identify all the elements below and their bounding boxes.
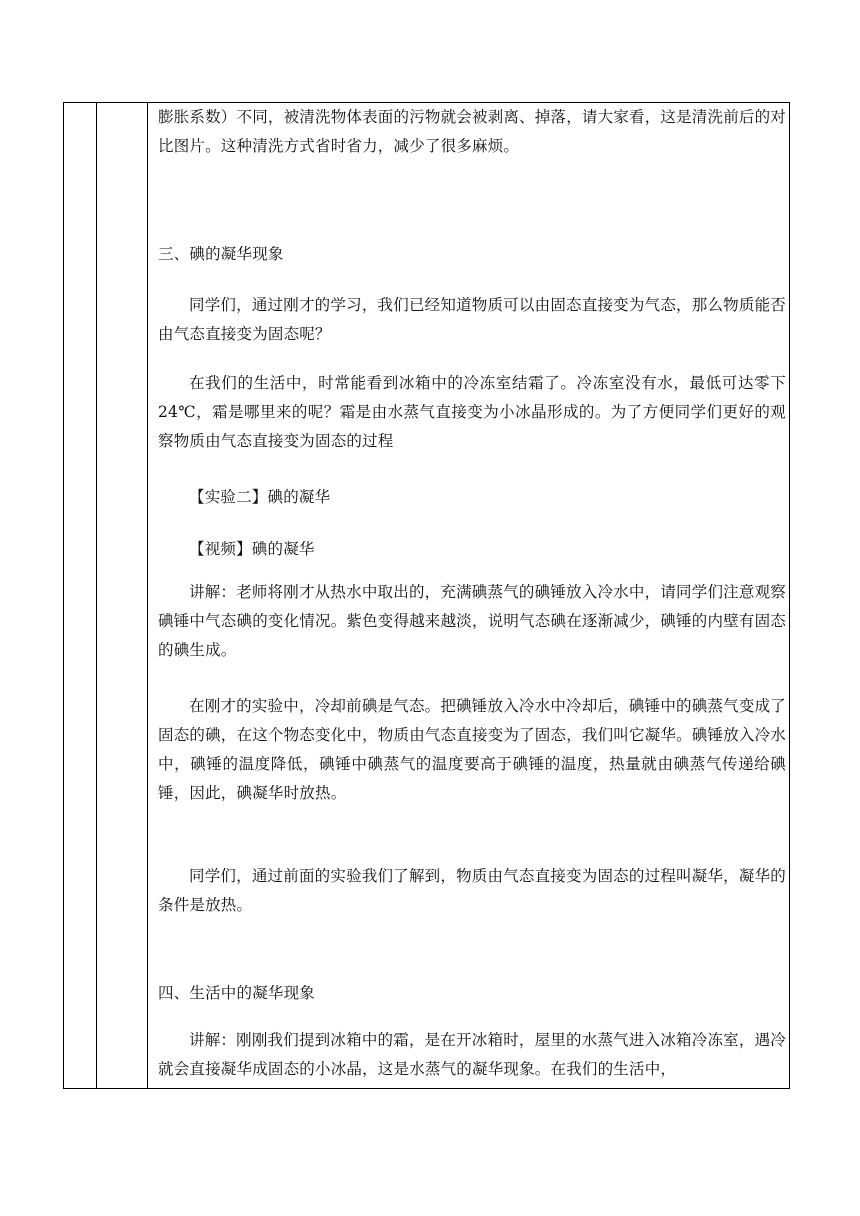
- experiment-two-label: 【实验二】碘的凝华: [189, 488, 331, 506]
- paragraph-deposition-summary: 同学们，通过前面的实验我们了解到，物质由气态直接变为固态的过程叫凝华，凝华的条件是放热。: [158, 867, 786, 914]
- paragraph-frost-explanation: 讲解：刚刚我们提到冰箱中的霜，是在开冰箱时，屋里的水蒸气进入冰箱冷冻室，遇冷就会直接凝华成固态的小冰晶，这是水蒸气的凝华现象。在我们的生活中，: [158, 1031, 786, 1078]
- lesson-table: [63, 102, 790, 1089]
- video-label: 【视频】碘的凝华: [189, 540, 315, 558]
- paragraph-explanation-iodine: 讲解：老师将刚才从热水中取出的，充满碘蒸气的碘锤放入冷水中，请同学们注意观察碘锤中气态碘的变化情况。紫色变得越来越淡，说明气态碘在逐渐减少，碘锤的内壁有固态的碘生成。: [158, 583, 787, 659]
- paragraph-cleaning-conclusion: 膨胀系数）不同，被清洗物体表面的污物就会被剥离、掉落，请大家看，这是清洗前后的对比图片。这种清洗方式省时省力，减少了很多麻烦。: [158, 108, 787, 155]
- section-heading-iodine-deposition: 三、碘的凝华现象: [158, 245, 284, 263]
- paragraph-frost-example: 在我们的生活中，时常能看到冰箱中的冷冻室结霜了。冷冻室没有水，最低可达零下24℃，霜是哪里来的呢？霜是由水蒸气直接变为小冰晶形成的。为了方便同学们更好的观察物质由气态直接变为固态的过程: [158, 374, 786, 450]
- section-heading-daily-deposition: 四、生活中的凝华现象: [158, 984, 316, 1002]
- paragraph-deposition-definition: 在刚才的实验中，冷却前碘是气态。把碘锤放入冷水中冷却后，碘锤中的碘蒸气变成了固态的碘，在这个物态变化中，物质由气态直接变为了固态，我们叫它凝华。碘锤放入冷水中，碘锤的温度降低，碘锤中碘蒸气的温度要高于碘锤的温度，热量就由碘蒸气传递给碘锤，因此，碘凝华时放热。: [158, 697, 787, 802]
- paragraph-intro-question: 同学们，通过刚才的学习，我们已经知道物质可以由固态直接变为气态，那么物质能否由气态直接变为固态呢？: [158, 296, 786, 343]
- column-divider-1: [96, 103, 97, 1088]
- column-divider-2: [147, 103, 148, 1088]
